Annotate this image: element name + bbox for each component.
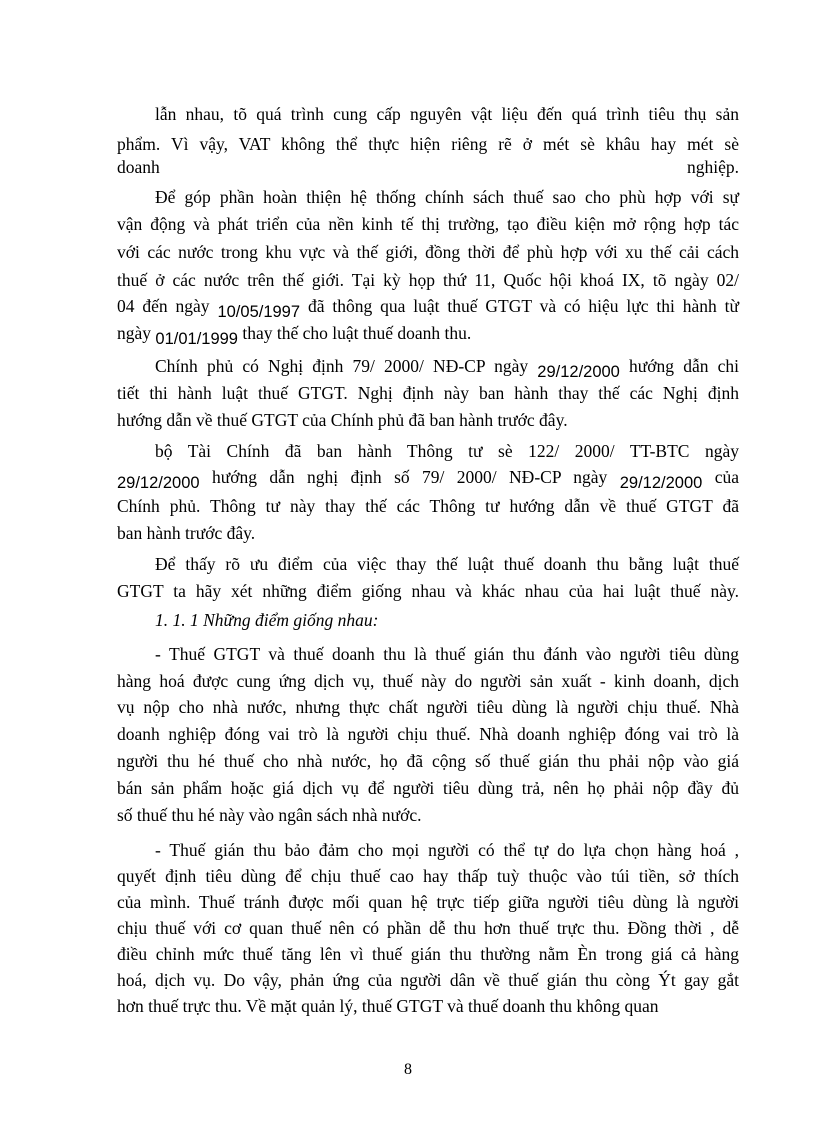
text-span: ngày [117,323,152,343]
section-heading: 1. 1. 1 Những điểm giống nhau: [155,610,379,630]
text-line: Để góp phần hoàn thiện hệ thống chính sách thuế sao cho phù hợp với sự [155,187,739,207]
date-text: 29/12/2000 [537,363,620,381]
text-line: với các nước trong khu vực và thế giới, đồng thời để phù hợp với xu thế cải cách [117,242,739,262]
text-line: bán sản phẩm hoặc giá dịch vụ để người tiêu dùng trả, nên họ phải nộp đầy đủ [117,778,739,798]
text-line: người thu hé thuế cho nhà nước, họ đã cộng số thuế gián thu phải nộp vào giá [117,751,739,771]
text-line: Chính phủ. Thông tư này thay thế các Thông tư hướng dẫn về thuế GTGT đã [117,496,739,516]
text-line [117,292,739,321]
text-line: quyết định tiêu dùng để chịu thuế cao hay thấp tuỳ thuộc vào túi tiền, sở thích [117,866,739,886]
text-span: thay thế cho luật thuế doanh thu. [242,323,472,343]
text-line [155,352,739,381]
date-text: 01/01/1999 [155,330,238,348]
text-line: vụ nộp cho nhà nước, nhưng thực chất người tiêu dùng là người chịu thuế. Nhà [117,697,739,717]
text-line [117,319,739,348]
text-line: vận động và phát triển của nền kinh tế thị trường, tạo điều kiện mở rộng hợp tác [117,214,739,234]
text-line: doanh nghiệp đóng vai trò là người chịu thuế. Nhà doanh nghiệp đóng vai trò là [117,724,739,744]
text-line: hơn thuế trực thu. Về mặt quản lý, thuế GTGT và thuế doanh thu không quan [117,996,659,1016]
text-line [117,153,739,181]
text-line: - Thuế gián thu bảo đảm cho mọi người có thể tự do lựa chọn hàng hoá , [155,840,739,860]
text-line: - Thuế GTGT và thuế doanh thu là thuế gián thu đánh vào người tiêu dùng [155,644,739,664]
text-line: hoá, dịch vụ. Do vậy, phản ứng của người dân về thuế gián thu còng Ýt gay gắt [117,970,739,990]
text-span: 04 đến ngày [117,296,210,316]
text-line: ban hành trước đây. [117,523,256,543]
page-number: 8 [404,1061,412,1078]
text-line [117,463,739,492]
text-line: thuế ở các nước trên thế giới. Tại kỳ họp thứ 11, Quốc hội khoá IX, tõ ngày 02/ [117,270,739,290]
text-span: đã thông qua luật thuế GTGT và có hiệu lực thi hành từ [307,296,740,316]
text-line: số thuế thu hé này vào ngân sách nhà nước. [117,805,422,825]
text-span: Chính phủ có Nghị định 79/ 2000/ NĐ-CP ngày [155,356,529,376]
text-span: hướng dẫn nghị định số 79/ 2000/ NĐ-CP ngày [212,467,608,487]
date-text: 29/12/2000 [117,474,200,492]
text-line: điều chỉnh mức thuế tăng lên vì thuế gián thu thường nằm Èn trong giá cả hàng [117,944,739,964]
text-line: của mình. Thuế tránh được mối quan hệ trực tiếp giữa người tiêu dùng là người [117,892,739,912]
text-line: chịu thuế với cơ quan thuế nên có phần dễ thu hơn thuế trực thu. Đồng thời , dễ [117,918,739,938]
text-span: hướng dẫn chi [629,356,740,376]
text-line: GTGT ta hãy xét những điểm giống nhau và khác nhau của hai luật thuế này. [117,581,739,601]
text-line: bộ Tài Chính đã ban hành Thông tư sè 122/ 2000/ TT-BTC ngày [155,441,739,461]
text-line [117,100,739,128]
text-line: hàng hoá được cung ứng dịch vụ, thuế này do người sản xuất - kinh doanh, dịch [117,671,739,691]
text-span: doanh [117,157,160,177]
date-text: 29/12/2000 [619,474,703,492]
text-span: lẫn nhau, tõ quá trình cung cấp nguyên vật liệu đến quá trình tiêu thụ sản [155,104,739,124]
text-line: tiết thi hành luật thuế GTGT. Nghị định này ban hành thay thế các Nghị định [117,383,739,403]
text-line: hướng dẫn về thuế GTGT của Chính phủ đã ban hành trước đây. [117,410,568,430]
date-text: 10/05/1997 [217,303,301,321]
text-span: nghiệp. [686,157,739,177]
text-line: phẩm. Vì vậy, VAT không thể thực hiện riêng rẽ ở mét sè khâu hay mét sè [117,134,739,154]
text-line: Để thấy rõ ưu điểm của việc thay thế luật thuế doanh thu bằng luật thuế [155,554,739,574]
text-span: của [714,467,740,487]
